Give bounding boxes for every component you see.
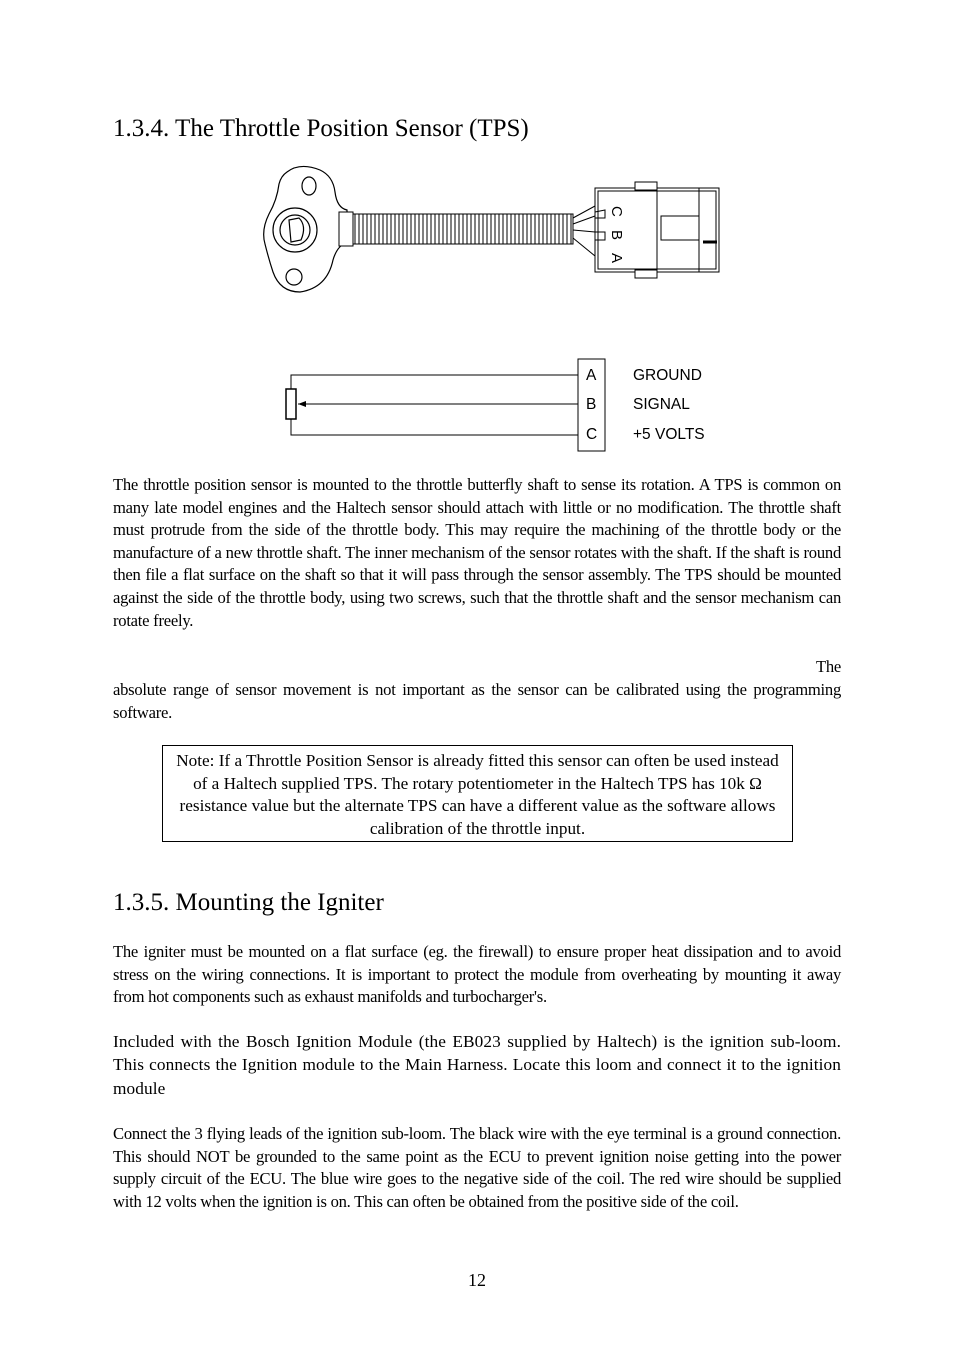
connector-pin-label: B	[608, 230, 625, 241]
ground-label: GROUND	[633, 367, 702, 384]
igniter-paragraph-1: The igniter must be mounted on a flat surface (eg. the firewall) to ensure proper heat dissipation and to avoid stress on the wiring connections. It is important to protect the module from overheating by mounting it away from hot components such as exhaust manifolds and turbocharger's.	[113, 942, 841, 1007]
signal-label: SIGNAL	[633, 396, 690, 413]
section-heading-igniter: 1.3.5. Mounting the Igniter	[113, 889, 384, 916]
page-number: 12	[468, 1270, 486, 1290]
tps-note-box: Note: If a Throttle Position Sensor is already fitted this sensor can often be used instead of a Haltech supplied TPS. The rotary potentiometer in the Haltech TPS has 10k Ω resistance value but the alternate TPS can have a different value as the software allows calibration of the throttle input.	[162, 745, 793, 842]
igniter-paragraph-3: Connect the 3 flying leads of the ignition sub-loom. The black wire with the eye terminal is a ground connection. This should NOT be grounded to the same point as the ECU to prevent ignition noise getting into the power supply circuit of the ECU. The blue wire goes to the negative side of the coil. The red wire should be supplied with 12 volts when the ignition is on. This can often be obtained from the positive side of the coil.	[113, 1124, 841, 1211]
tps-paragraph-1: The throttle position sensor is mounted to the throttle butterfly shaft to sense its rotation. A TPS is common on many late model engines and the Haltech sensor should attach with little or no modification. The throttle shaft must protrude from the side of the throttle body. This may require the machining of the throttle body or the manufacture of a new throttle shaft. The inner mechanism of the sensor rotates with the shaft. If the shaft is round then file a flat surface on the shaft so that it will pass through the sensor assembly. The TPS should be mounted against the side of the throttle body, using two screws, such that the throttle shaft and the sensor mechanism can rotate freely.	[113, 475, 841, 630]
connector-pin-label: A	[608, 253, 625, 264]
tps-paragraph-2-lead: The	[815, 657, 841, 676]
pin-c-label: C	[586, 426, 598, 443]
connector-pin-label: C	[608, 206, 625, 217]
section-heading-tps: 1.3.4. The Throttle Position Sensor (TPS)	[113, 115, 529, 142]
pin-a-label: A	[586, 367, 597, 384]
tps-wiring-schematic	[280, 355, 610, 455]
five-volts-label: +5 VOLTS	[633, 426, 705, 443]
igniter-paragraph-2: Included with the Bosch Ignition Module (the EB023 supplied by Haltech) is the ignition sub-loom. This connects the Ignition module to the Main Harness. Locate this loom and connect it to the ignition module	[113, 1032, 841, 1098]
pin-b-label: B	[586, 396, 597, 413]
tps-paragraph-2: absolute range of sensor movement is not important as the sensor can be calibrated using the programming software.	[113, 680, 841, 722]
tps-sensor-diagram	[255, 160, 725, 300]
